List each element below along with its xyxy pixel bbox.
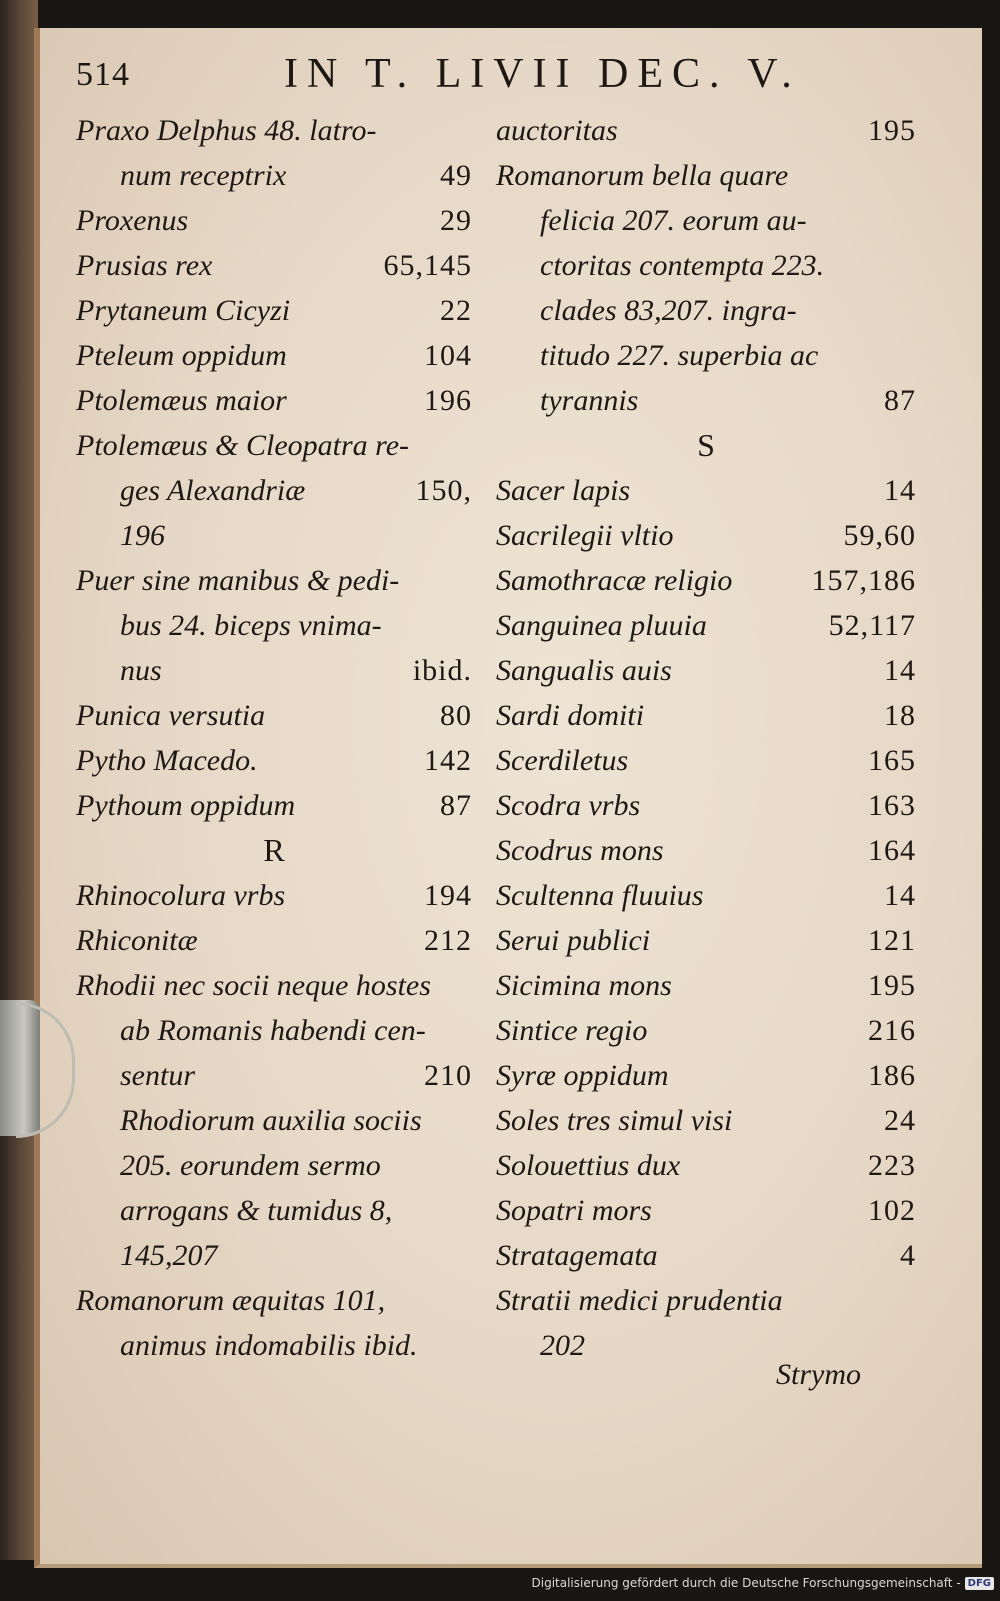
entry-line — [76, 468, 472, 513]
page-reference: 195 — [868, 969, 916, 1002]
entry-line — [76, 108, 472, 153]
entry-line — [496, 1278, 916, 1323]
entry-text: Sopatri mors — [496, 1194, 652, 1227]
entry-line — [76, 1143, 472, 1188]
index-entry — [76, 693, 472, 738]
page-number: 514 — [76, 56, 130, 93]
index-entry — [76, 963, 472, 1278]
entry-text: Soles tres simul visi — [496, 1104, 733, 1137]
index-entry — [496, 1188, 916, 1233]
entry-text: Pytho Macedo. — [76, 744, 258, 777]
index-entry — [76, 873, 472, 918]
entry-text: Punica versutia — [76, 699, 266, 732]
index-entry — [76, 738, 472, 783]
entry-line — [76, 243, 472, 288]
page-reference: 24 — [884, 1104, 916, 1137]
entry-text: nus — [120, 654, 162, 687]
entry-line — [76, 918, 472, 963]
entry-text: Samothracæ religio — [496, 564, 733, 597]
digitization-footer — [532, 1571, 995, 1595]
entry-line — [496, 738, 916, 783]
entry-text: Puer sine manibus & pedi- — [76, 564, 400, 597]
index-entry — [76, 1278, 472, 1368]
page-reference: 165 — [868, 744, 916, 777]
entry-text: Romanorum bella quare — [496, 159, 789, 192]
entry-text: Rhodii nec socii neque hostes — [76, 969, 431, 1002]
index-entry — [496, 738, 916, 783]
page-reference: 29 — [440, 204, 472, 237]
index-entry — [496, 648, 916, 693]
page-reference: 150, — [415, 474, 472, 507]
entry-line — [76, 423, 472, 468]
entry-line — [496, 513, 916, 558]
entry-line — [496, 333, 916, 378]
entry-text: felicia 207. eorum au- — [540, 204, 807, 237]
entry-text: Sacer lapis — [496, 474, 631, 507]
entry-text: Serui publici — [496, 924, 651, 957]
entry-text: 145,207 — [120, 1239, 218, 1272]
entry-text: sentur — [120, 1059, 195, 1092]
entry-text: auctoritas — [496, 114, 618, 147]
entry-text: Sicimina mons — [496, 969, 672, 1002]
index-entry — [496, 918, 916, 963]
entry-text: Scultenna fluuius — [496, 879, 704, 912]
page-reference: 210 — [424, 1059, 472, 1092]
entry-line — [76, 288, 472, 333]
page-reference: 212 — [424, 924, 472, 957]
section-letter: R — [263, 832, 285, 868]
entry-line — [76, 648, 472, 693]
running-title: IN T. LIVII DEC. V. — [284, 51, 801, 97]
entry-text: Sacrilegii vltio — [496, 519, 674, 552]
page-reference: 87 — [440, 789, 472, 822]
page-reference: 104 — [424, 339, 472, 372]
page-reference: 121 — [868, 924, 916, 957]
entry-line — [496, 468, 916, 513]
entry-line — [76, 873, 472, 918]
catchword: Strymo — [776, 1358, 861, 1391]
index-entry — [496, 558, 916, 603]
index-entry — [496, 828, 916, 873]
entry-text: Romanorum æquitas 101, — [76, 1284, 386, 1317]
entry-text: 196 — [120, 519, 165, 552]
entry-text: Prusias rex — [76, 249, 213, 282]
entry-line — [76, 963, 472, 1008]
entry-text: Syræ oppidum — [496, 1059, 669, 1092]
page-reference: 87 — [884, 384, 916, 417]
section-letter: S — [697, 427, 715, 463]
page-reference: 163 — [868, 789, 916, 822]
entry-line — [496, 153, 916, 198]
page-reference: 157,186 — [811, 564, 916, 597]
entry-line — [76, 198, 472, 243]
entry-text: Stratii medici prudentia — [496, 1284, 783, 1317]
index-entry — [496, 1098, 916, 1143]
entry-text: bus 24. biceps vnima- — [120, 609, 382, 642]
entry-line — [76, 783, 472, 828]
entry-text: num receptrix — [120, 159, 287, 192]
page-reference: 195 — [868, 114, 916, 147]
entry-text: Scodra vrbs — [496, 789, 641, 822]
entry-text: Sangualis auis — [496, 654, 672, 687]
page-reference: 216 — [868, 1014, 916, 1047]
entry-text: Sanguinea pluuia — [496, 609, 707, 642]
page-reference: 22 — [440, 294, 472, 327]
index-entry — [76, 918, 472, 963]
page-reference: 102 — [868, 1194, 916, 1227]
page-header — [76, 50, 936, 106]
index-entry — [76, 198, 472, 243]
entry-line — [76, 1278, 472, 1323]
entry-text: animus indomabilis ibid. — [120, 1329, 418, 1362]
entry-text: 202 — [540, 1329, 585, 1362]
page-reference: 49 — [440, 159, 472, 192]
page-reference: ibid. — [412, 654, 472, 687]
index-entry — [496, 693, 916, 738]
entry-line — [496, 693, 916, 738]
page-reference: 65,145 — [383, 249, 472, 282]
page-reference: 52,117 — [828, 609, 916, 642]
index-entry — [496, 963, 916, 1008]
entry-text: Rhiconitæ — [76, 924, 198, 957]
page-reference: 4 — [900, 1239, 916, 1272]
page-reference: 14 — [884, 879, 916, 912]
entry-text: arrogans & tumidus 8, — [120, 1194, 393, 1227]
page-reference: 194 — [424, 879, 472, 912]
entry-text: Scerdiletus — [496, 744, 629, 777]
index-entry — [496, 1233, 916, 1278]
entry-text: Stratagemata — [496, 1239, 658, 1272]
index-entry — [496, 513, 916, 558]
entry-text: Pythoum oppidum — [76, 789, 296, 822]
entry-line — [496, 1143, 916, 1188]
entry-line — [496, 243, 916, 288]
entry-line — [76, 333, 472, 378]
dfg-logo: DFG — [965, 1577, 994, 1590]
entry-line — [496, 558, 916, 603]
entry-text: Solouettius dux — [496, 1149, 681, 1182]
page-reference: 164 — [868, 834, 916, 867]
page-reference: 196 — [424, 384, 472, 417]
index-entry — [496, 153, 916, 423]
index-entry — [496, 873, 916, 918]
index-entry — [76, 783, 472, 828]
entry-line — [496, 873, 916, 918]
entry-line — [496, 1053, 916, 1098]
entry-text: Prytaneum Cicyzi — [76, 294, 291, 327]
entry-text: ab Romanis habendi cen- — [120, 1014, 426, 1047]
entry-text: ges Alexandriæ — [120, 474, 306, 507]
page-reference: 14 — [884, 654, 916, 687]
entry-text: Ptolemæus maior — [76, 384, 287, 417]
entry-line — [76, 1008, 472, 1053]
page-reference: 223 — [868, 1149, 916, 1182]
entry-line — [76, 738, 472, 783]
entry-line — [496, 1098, 916, 1143]
index-entry — [76, 378, 472, 423]
entry-text: Sardi domiti — [496, 699, 645, 732]
entry-text: Praxo Delphus 48. latro- — [76, 114, 377, 147]
index-entry — [496, 783, 916, 828]
index-entry — [496, 1053, 916, 1098]
index-entry — [496, 1278, 916, 1368]
entry-line — [496, 648, 916, 693]
index-entry — [76, 108, 472, 198]
index-entry — [76, 423, 472, 558]
entry-text: titudo 227. superbia ac — [540, 339, 819, 372]
entry-line — [496, 603, 916, 648]
entry-line — [76, 1098, 472, 1143]
entry-text: 205. eorundem sermo — [120, 1149, 381, 1182]
entry-line — [496, 828, 916, 873]
index-entry — [76, 558, 472, 693]
entry-text: Proxenus — [76, 204, 189, 237]
entry-line — [76, 693, 472, 738]
entry-line — [76, 153, 472, 198]
entry-line — [496, 378, 916, 423]
book-spine — [0, 0, 38, 1560]
index-entry — [496, 1143, 916, 1188]
page-reference: 18 — [884, 699, 916, 732]
entry-line — [76, 378, 472, 423]
entry-line — [76, 1188, 472, 1233]
book-page — [34, 28, 982, 1568]
page-reference: 142 — [424, 744, 472, 777]
entry-line — [496, 1233, 916, 1278]
index-entry — [496, 108, 916, 153]
page-reference: 14 — [884, 474, 916, 507]
funding-credit: Digitalisierung gefördert durch die Deutsche Forschungsgemeinschaft - — [531, 1576, 961, 1590]
page-reference: 59,60 — [843, 519, 916, 552]
entry-line — [496, 1188, 916, 1233]
entry-line — [496, 288, 916, 333]
entry-text: Rhodiorum auxilia sociis — [120, 1104, 422, 1137]
index-entry — [76, 288, 472, 333]
index-entry — [496, 1008, 916, 1053]
entry-line — [496, 1008, 916, 1053]
index-column-right — [496, 108, 916, 1368]
entry-text: Rhinocolura vrbs — [76, 879, 286, 912]
entry-line — [496, 918, 916, 963]
entry-line — [76, 558, 472, 603]
index-entry — [496, 603, 916, 648]
entry-line — [496, 963, 916, 1008]
entry-text: ctoritas contempta 223. — [540, 249, 825, 282]
entry-line — [76, 1233, 472, 1278]
entry-line — [76, 1053, 472, 1098]
entry-text: Sintice regio — [496, 1014, 648, 1047]
index-entry — [496, 468, 916, 513]
entry-line — [496, 783, 916, 828]
entry-text: tyrannis — [540, 384, 639, 417]
entry-text: Scodrus mons — [496, 834, 664, 867]
index-entry — [76, 243, 472, 288]
entry-line — [76, 603, 472, 648]
entry-line — [496, 108, 916, 153]
index-column-left — [76, 108, 472, 1368]
entry-line — [76, 513, 472, 558]
page-reference: 186 — [868, 1059, 916, 1092]
entry-line — [76, 1323, 472, 1368]
index-entry — [76, 333, 472, 378]
page-reference: 80 — [440, 699, 472, 732]
entry-text: clades 83,207. ingra- — [540, 294, 797, 327]
entry-line — [496, 198, 916, 243]
entry-text: Pteleum oppidum — [76, 339, 287, 372]
entry-text: Ptolemæus & Cleopatra re- — [76, 429, 410, 462]
